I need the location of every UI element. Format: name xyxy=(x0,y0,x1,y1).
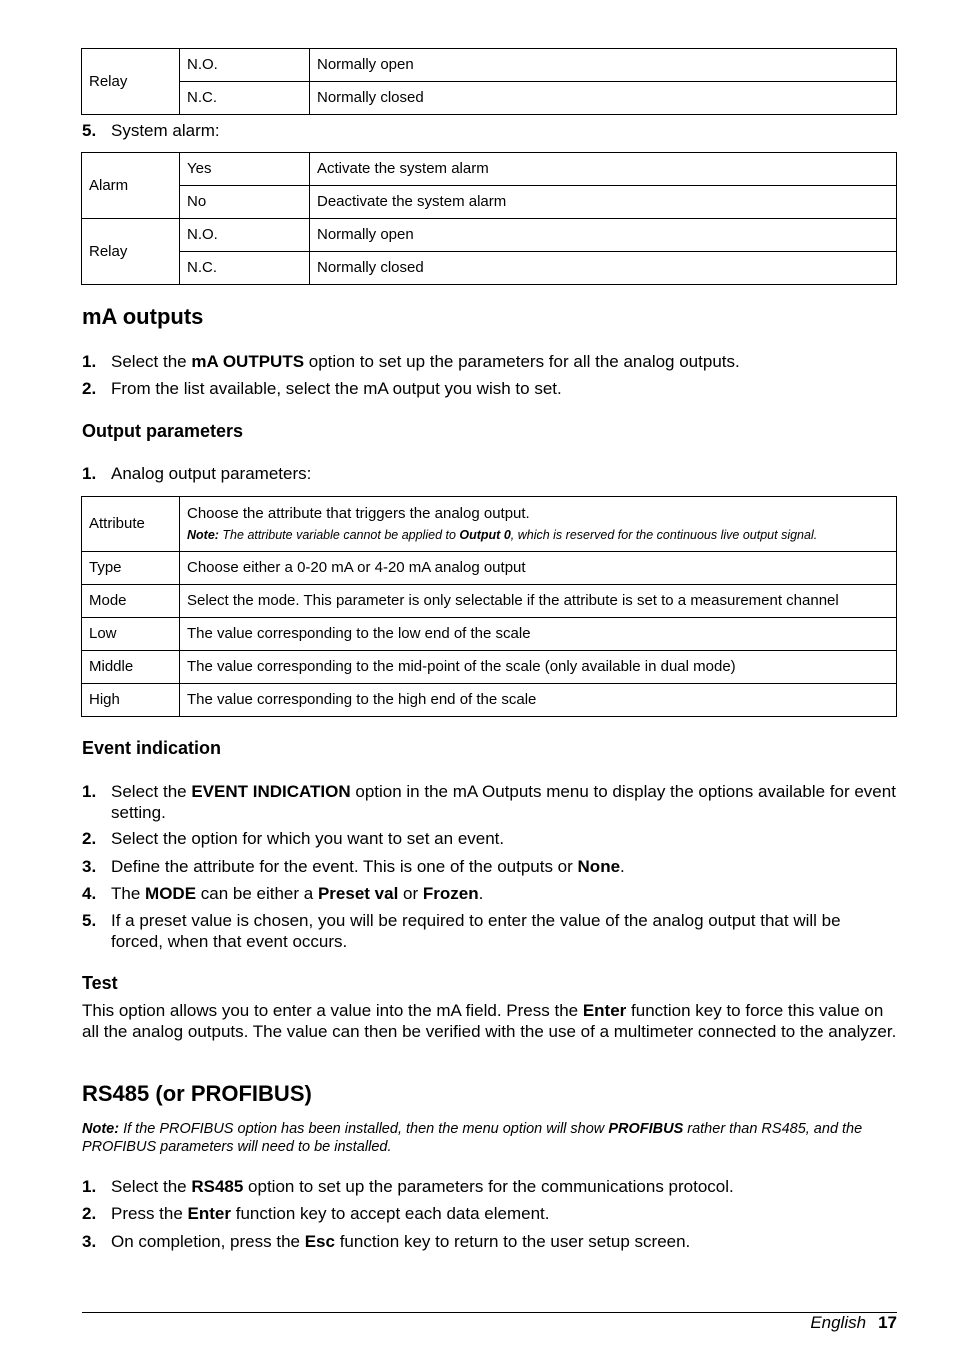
param-name: Attribute xyxy=(82,497,180,552)
alarm-option-yes: Yes xyxy=(180,153,310,186)
param-desc: The value corresponding to the low end of the scale xyxy=(180,618,897,651)
step-number: 1. xyxy=(82,782,97,801)
param-name: Low xyxy=(82,618,180,651)
param-desc: Choose either a 0-20 mA or 4-20 mA analog output xyxy=(180,552,897,585)
param-desc: Choose the attribute that triggers the analog output. Note: The attribute variable cannot be applied to Output 0, which is reserved for the continuous live output signal. xyxy=(180,497,897,552)
section-heading-ma-outputs: mA outputs xyxy=(82,304,204,329)
subheading-output-parameters: Output parameters xyxy=(82,421,244,441)
page-footer xyxy=(810,1312,897,1333)
step-text: Analog output parameters: xyxy=(111,464,312,483)
cell-note: Note: The attribute variable cannot be applied to Output 0, which is reserved for the continuous live output signal. xyxy=(187,528,818,542)
param-name: Middle xyxy=(82,651,180,684)
step-number: 5. xyxy=(82,121,97,140)
step-text: Select the EVENT INDICATION option in the mA Outputs menu to display the options available for event setting. xyxy=(111,782,896,822)
alarm-desc-no: Deactivate the system alarm xyxy=(310,186,897,219)
step-text: Select the RS485 option to set up the parameters for the communications protocol. xyxy=(111,1177,734,1196)
step-text: From the list available, select the mA output you wish to set. xyxy=(111,379,562,398)
step-text: If a preset value is chosen, you will be required to enter the value of the analog output that will be forced, when that event occurs. xyxy=(111,911,841,951)
page-number: 17 xyxy=(878,1313,897,1332)
alarm-table xyxy=(81,152,897,285)
relay-desc-no: Normally open xyxy=(310,219,897,252)
alarm-label: Alarm xyxy=(82,153,180,219)
param-desc: The value corresponding to the high end of the scale xyxy=(180,684,897,717)
step-number: 4. xyxy=(82,884,97,903)
relay-desc-nc: Normally closed xyxy=(310,252,897,285)
relay-table-top xyxy=(81,48,897,115)
step-number: 5. xyxy=(82,911,97,930)
relay-option-no: N.O. xyxy=(180,219,310,252)
step-text: Define the attribute for the event. This is one of the outputs or None. xyxy=(111,857,625,876)
relay-option-nc: N.C. xyxy=(180,82,310,115)
test-paragraph: This option allows you to enter a value into the mA field. Press the Enter function key to force this value on all the analog outputs. The value can then be verified with the use of a multimeter connected to the analyzer. xyxy=(82,1001,897,1041)
param-name: Mode xyxy=(82,585,180,618)
step-number: 2. xyxy=(82,379,97,398)
param-name: Type xyxy=(82,552,180,585)
subheading-test: Test xyxy=(82,973,118,993)
param-name: High xyxy=(82,684,180,717)
param-desc: Select the mode. This parameter is only selectable if the attribute is set to a measurement channel xyxy=(180,585,897,618)
step-number: 1. xyxy=(82,1177,97,1196)
output-parameters-table xyxy=(81,496,897,717)
step-number: 1. xyxy=(82,352,97,371)
footer-language: English xyxy=(810,1313,867,1332)
rs485-note: Note: If the PROFIBUS option has been installed, then the menu option will show PROFIBUS rather than RS485, and the PROFIBUS parameters will need to be installed. xyxy=(82,1121,863,1155)
relay-desc-no: Normally open xyxy=(310,49,897,82)
footer-divider xyxy=(82,1312,897,1313)
step-text: Press the Enter function key to accept each data element. xyxy=(111,1204,550,1223)
relay-label: Relay xyxy=(82,219,180,285)
step-text: Select the mA OUTPUTS option to set up the parameters for all the analog outputs. xyxy=(111,352,740,371)
step-text: System alarm: xyxy=(111,121,220,140)
relay-desc-nc: Normally closed xyxy=(310,82,897,115)
step-number: 2. xyxy=(82,1204,97,1223)
relay-option-no: N.O. xyxy=(180,49,310,82)
section-heading-rs485: RS485 (or PROFIBUS) xyxy=(82,1081,312,1106)
step-number: 3. xyxy=(82,857,97,876)
step-number: 1. xyxy=(82,464,97,483)
step-text: On completion, press the Esc function key to return to the user setup screen. xyxy=(111,1232,691,1251)
relay-label: Relay xyxy=(82,49,180,115)
subheading-event-indication: Event indication xyxy=(82,738,222,758)
step-number: 2. xyxy=(82,829,97,848)
alarm-desc-yes: Activate the system alarm xyxy=(310,153,897,186)
step-text: The MODE can be either a Preset val or Frozen. xyxy=(111,884,484,903)
step-text: Select the option for which you want to set an event. xyxy=(111,829,505,848)
param-desc: The value corresponding to the mid-point of the scale (only available in dual mode) xyxy=(180,651,897,684)
relay-option-nc: N.C. xyxy=(180,252,310,285)
step-number: 3. xyxy=(82,1232,97,1251)
alarm-option-no: No xyxy=(180,186,310,219)
